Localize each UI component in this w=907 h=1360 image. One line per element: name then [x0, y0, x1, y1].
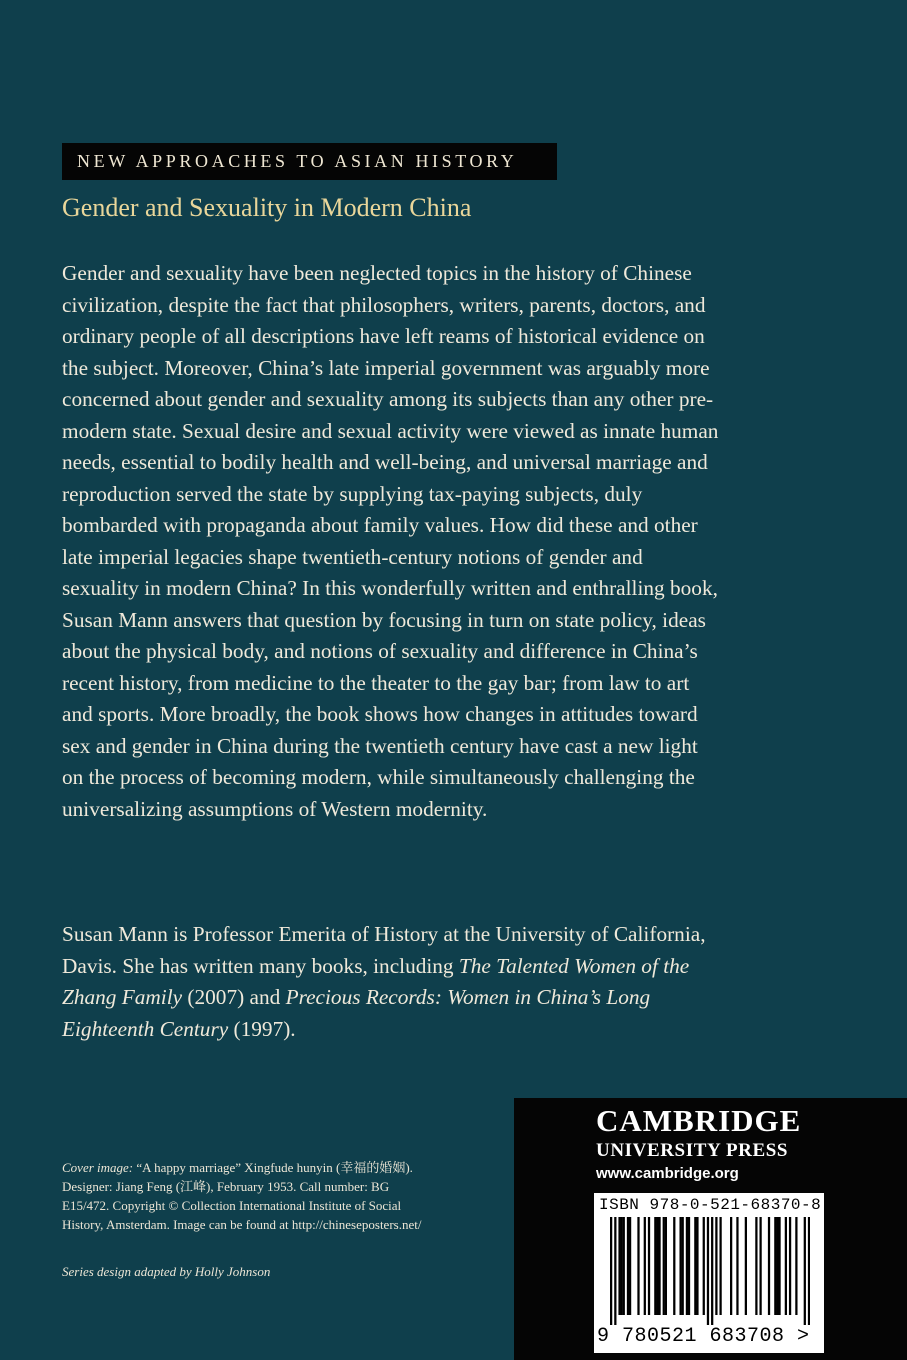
barcode-bar	[665, 1217, 667, 1315]
barcode-bar	[703, 1217, 705, 1315]
barcode-bar	[679, 1217, 681, 1315]
barcode-bar	[774, 1217, 776, 1315]
barcode-bar	[621, 1217, 623, 1315]
author-bio	[62, 919, 722, 1045]
barcode-bar	[730, 1217, 732, 1315]
barcode-bar	[736, 1217, 738, 1315]
series-name: NEW APPROACHES TO ASIAN HISTORY	[77, 151, 518, 171]
barcode-image	[610, 1217, 810, 1325]
author-bio-intro: Susan Mann is Professor Emerita of History at the University of California, Davis. She has written many books, including	[62, 922, 706, 978]
barcode-bar	[711, 1217, 713, 1325]
barcode-digits: 9 780521 683708 >	[597, 1325, 810, 1348]
barcode-bar	[614, 1217, 616, 1325]
book-reference-2-year: (1997).	[228, 1016, 296, 1041]
barcode-bar	[789, 1217, 791, 1315]
barcode-bar	[686, 1217, 688, 1315]
barcode-panel	[594, 1193, 824, 1353]
barcode-bar	[696, 1217, 698, 1315]
barcode-bar	[804, 1217, 806, 1325]
barcode-bar	[715, 1217, 717, 1315]
cover-credit-text: “A happy marriage” Xingfude hunyin (幸福的婚姻). Designer: Jiang Feng (江峰), February 1953. Call number: BG E15/472. Copyright © Collection International Institute of Social History, Amsterdam. Image can be found at http://chineseposters.net/	[62, 1160, 422, 1232]
publisher-name: CAMBRIDGE	[596, 1103, 802, 1138]
barcode-bar	[785, 1217, 787, 1315]
barcode-bar	[623, 1217, 625, 1315]
cover-image-credit	[62, 1158, 422, 1234]
barcode-bar	[682, 1217, 684, 1315]
barcode-bar	[768, 1217, 770, 1315]
series-design-credit: Series design adapted by Holly Johnson	[62, 1264, 271, 1279]
barcode-bar	[663, 1217, 665, 1315]
publisher-subtitle: UNIVERSITY PRESS	[596, 1140, 789, 1161]
publisher-url: www.cambridge.org	[596, 1165, 739, 1182]
book-reference-2: Precious Records: Women in China’s Long Eighteenth Century	[62, 985, 651, 1041]
barcode-bar	[688, 1217, 690, 1315]
barcode-bar	[776, 1217, 778, 1315]
isbn-label: ISBN 978-0-521-68370-8	[599, 1196, 822, 1214]
cover-credit-label: Cover image:	[62, 1160, 134, 1175]
barcode-bar	[707, 1217, 709, 1325]
barcode-bar	[719, 1217, 721, 1315]
barcode-bar	[618, 1217, 620, 1315]
barcode-bar	[795, 1217, 797, 1315]
series-banner	[62, 143, 557, 180]
publisher-block	[514, 1098, 907, 1360]
book-reference-1: The Talented Women of the Zhang Family	[62, 953, 690, 1009]
book-description: Gender and sexuality have been neglected topics in the history of Chinese civilization, despite the fact that philosophers, writers, parents, doctors, and ordinary people of all descriptions have left reams of historical evidence on the subject. Moreover, China’s late imperial government was arguably more concerned about gender and sexuality among its subjects than any other pre-modern state. Sexual desire and sexual activity were viewed as innate human needs, essential to bodily health and well-being, and universal marriage and reproduction served the state by supplying tax-paying subjects, duly bombarded with propaganda about family values. How did these and other late imperial legacies shape twentieth-century notions of gender and sexuality in modern China? In this wonderfully written and enthralling book, Susan Mann answers that question by focusing in turn on state policy, ideas about the physical body, and notions of sexuality and difference in China’s recent history, from medicine to the theater to the gay bar; from law to art and sports. More broadly, the book shows how changes in attitudes toward sex and gender in China during the twentieth century have cast a new light on the process of becoming modern, while simultaneously challenging the universalizing assumptions of Western modernity.	[62, 261, 719, 821]
barcode-bar	[610, 1217, 612, 1325]
book-title: Gender and Sexuality in Modern China	[62, 193, 472, 222]
barcode-bar	[658, 1217, 660, 1315]
barcode-bar	[778, 1217, 780, 1315]
barcode-bar	[673, 1217, 675, 1315]
barcode-bar	[644, 1217, 646, 1315]
barcode-bar	[629, 1217, 631, 1315]
book-reference-1-year: (2007) and	[182, 985, 286, 1009]
barcode-bar	[755, 1217, 757, 1315]
barcode-bar	[627, 1217, 629, 1315]
barcode-bar	[654, 1217, 656, 1315]
barcode-bar	[808, 1217, 810, 1325]
barcode-bar	[694, 1217, 696, 1315]
barcode-bar	[656, 1217, 658, 1315]
barcode-bar	[637, 1217, 639, 1315]
barcode-bar	[648, 1217, 650, 1315]
barcode-bar	[745, 1217, 747, 1315]
barcode-bar	[759, 1217, 761, 1315]
